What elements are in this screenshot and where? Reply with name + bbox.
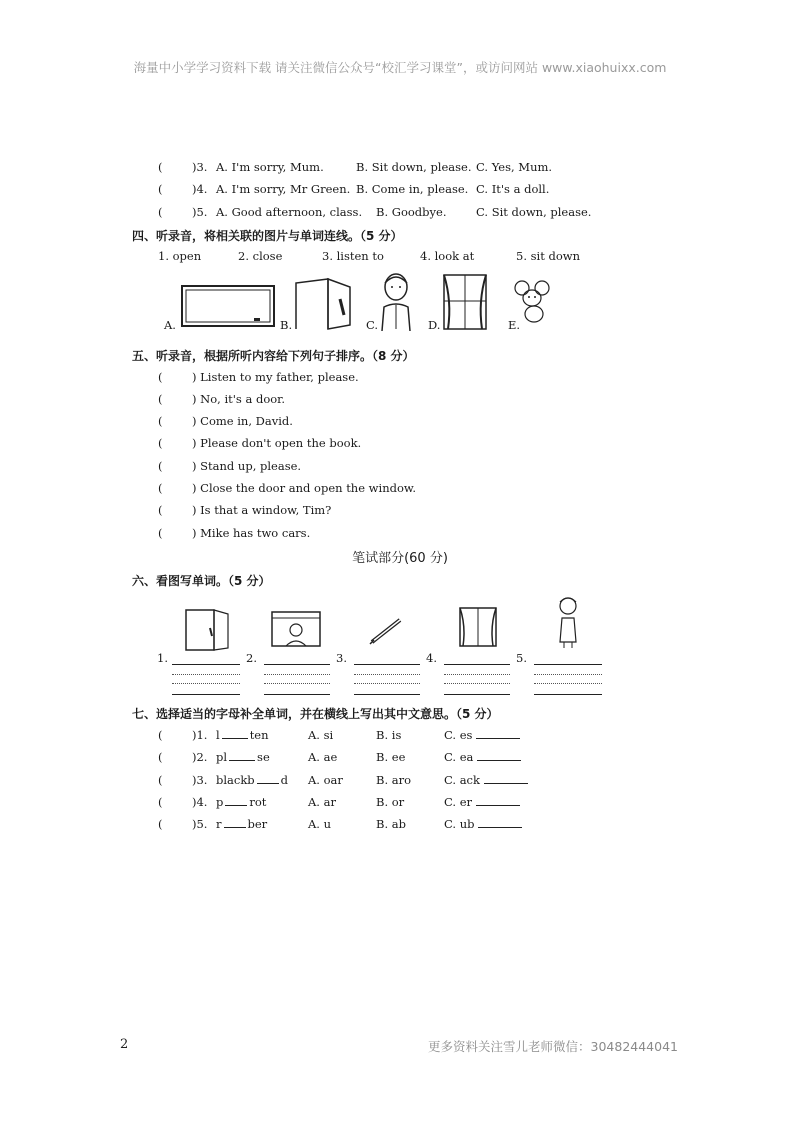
paren: ( bbox=[158, 160, 163, 174]
s5-item: ( ) Close the door and open the window. bbox=[158, 481, 417, 495]
pen-icon bbox=[366, 612, 408, 648]
num: )3. bbox=[192, 160, 208, 174]
watermark-header: 海量中小学学习资料下载 请关注微信公众号“校汇学习课堂”，或访问网站 www.xiaohuixx.com bbox=[133, 60, 667, 75]
answer-line-4[interactable] bbox=[444, 664, 510, 665]
s5-item: ( ) Is that a window, Tim? bbox=[158, 503, 332, 517]
answer-line-1[interactable] bbox=[172, 664, 240, 665]
num-4: 4. bbox=[426, 651, 437, 665]
window-curtain-icon bbox=[456, 604, 500, 650]
boy-at-window-icon bbox=[268, 608, 324, 650]
num: )5. bbox=[192, 205, 208, 219]
num-2: 2. bbox=[246, 651, 257, 665]
meaning-blank[interactable] bbox=[478, 827, 522, 828]
s7-item-3: ( )3. blackb d A. oar B. aro C. ack bbox=[158, 773, 163, 787]
paren: ( bbox=[158, 205, 163, 219]
option-c: C. Yes, Mum. bbox=[476, 160, 553, 174]
footer-note: 更多资料关注雪儿老师微信：30482444041 bbox=[428, 1039, 678, 1054]
s3-item-4 bbox=[158, 182, 550, 196]
meaning-blank[interactable] bbox=[484, 783, 528, 784]
label-b: B. bbox=[280, 318, 293, 332]
meaning-blank[interactable] bbox=[476, 805, 520, 806]
option-b: B. Sit down, please. bbox=[356, 160, 472, 174]
page-number: 2 bbox=[120, 1037, 129, 1052]
s3-item-5 bbox=[158, 205, 592, 219]
option-a: A. I'm sorry, Mum. bbox=[216, 160, 324, 174]
open-door-icon bbox=[182, 606, 232, 652]
door-icon bbox=[292, 275, 358, 331]
answer-line-5[interactable] bbox=[534, 664, 602, 665]
s5-item: ( ) No, it's a door. bbox=[158, 392, 286, 406]
s5-item: ( ) Listen to my father, please. bbox=[158, 370, 359, 384]
label-e: E. bbox=[508, 318, 521, 332]
num-5: 5. bbox=[516, 651, 527, 665]
boy-listening-icon bbox=[376, 271, 416, 333]
num-1: 1. bbox=[157, 651, 168, 665]
meaning-blank[interactable] bbox=[477, 760, 521, 761]
paren: ( bbox=[158, 182, 163, 196]
num: )4. bbox=[192, 182, 208, 196]
word-listen-to: 3. listen to bbox=[322, 249, 384, 263]
num-3: 3. bbox=[336, 651, 347, 665]
meaning-blank[interactable] bbox=[476, 738, 520, 739]
s5-item: ( ) Mike has two cars. bbox=[158, 526, 311, 540]
section7-title: 七、选择适当的字母补全单词，并在横线上写出其中文意思。（5 分） bbox=[132, 707, 499, 721]
option-c: C. It's a doll. bbox=[476, 182, 550, 196]
written-part-title: 笔试部分(60 分) bbox=[352, 551, 448, 566]
section5-title: 五、听录音，根据所听内容给下列句子排序。（8 分） bbox=[132, 349, 415, 363]
s7-item-5: ( )5. r ber A. u B. ab C. ub bbox=[158, 817, 163, 831]
s5-item: ( ) Stand up, please. bbox=[158, 459, 302, 473]
section6-title: 六、看图写单词。（5 分） bbox=[132, 574, 271, 588]
option-b: B. Goodbye. bbox=[376, 205, 447, 219]
section4-title: 四、听录音，将相关联的图片与单词连线。（5 分） bbox=[132, 229, 403, 243]
label-d: D. bbox=[428, 318, 441, 332]
blackboard-icon bbox=[180, 284, 276, 330]
answer-line-2[interactable] bbox=[264, 664, 330, 665]
word-close: 2. close bbox=[238, 249, 283, 263]
s5-item: ( ) Come in, David. bbox=[158, 414, 293, 428]
option-c: C. Sit down, please. bbox=[476, 205, 592, 219]
word-look-at: 4. look at bbox=[420, 249, 475, 263]
option-a: A. I'm sorry, Mr Green. bbox=[216, 182, 351, 196]
label-a: A. bbox=[164, 318, 176, 332]
answer-line-3[interactable] bbox=[354, 664, 420, 665]
s7-item-4: ( )4. p rot A. ar B. or C. er bbox=[158, 795, 163, 809]
option-b: B. Come in, please. bbox=[356, 182, 469, 196]
label-c: C. bbox=[366, 318, 379, 332]
s7-item-1: ( )1. l ten A. si B. is C. es bbox=[158, 728, 163, 742]
s7-item-2: ( )2. pl se A. ae B. ee C. ea bbox=[158, 750, 163, 764]
girl-standing-icon bbox=[550, 594, 586, 650]
s5-item: ( ) Please don't open the book. bbox=[158, 436, 362, 450]
word-open: 1. open bbox=[158, 249, 202, 263]
s3-item-3 bbox=[158, 160, 553, 174]
window-icon bbox=[440, 271, 490, 333]
option-a: A. Good afternoon, class. bbox=[216, 205, 363, 219]
word-sit-down: 5. sit down bbox=[516, 249, 581, 263]
